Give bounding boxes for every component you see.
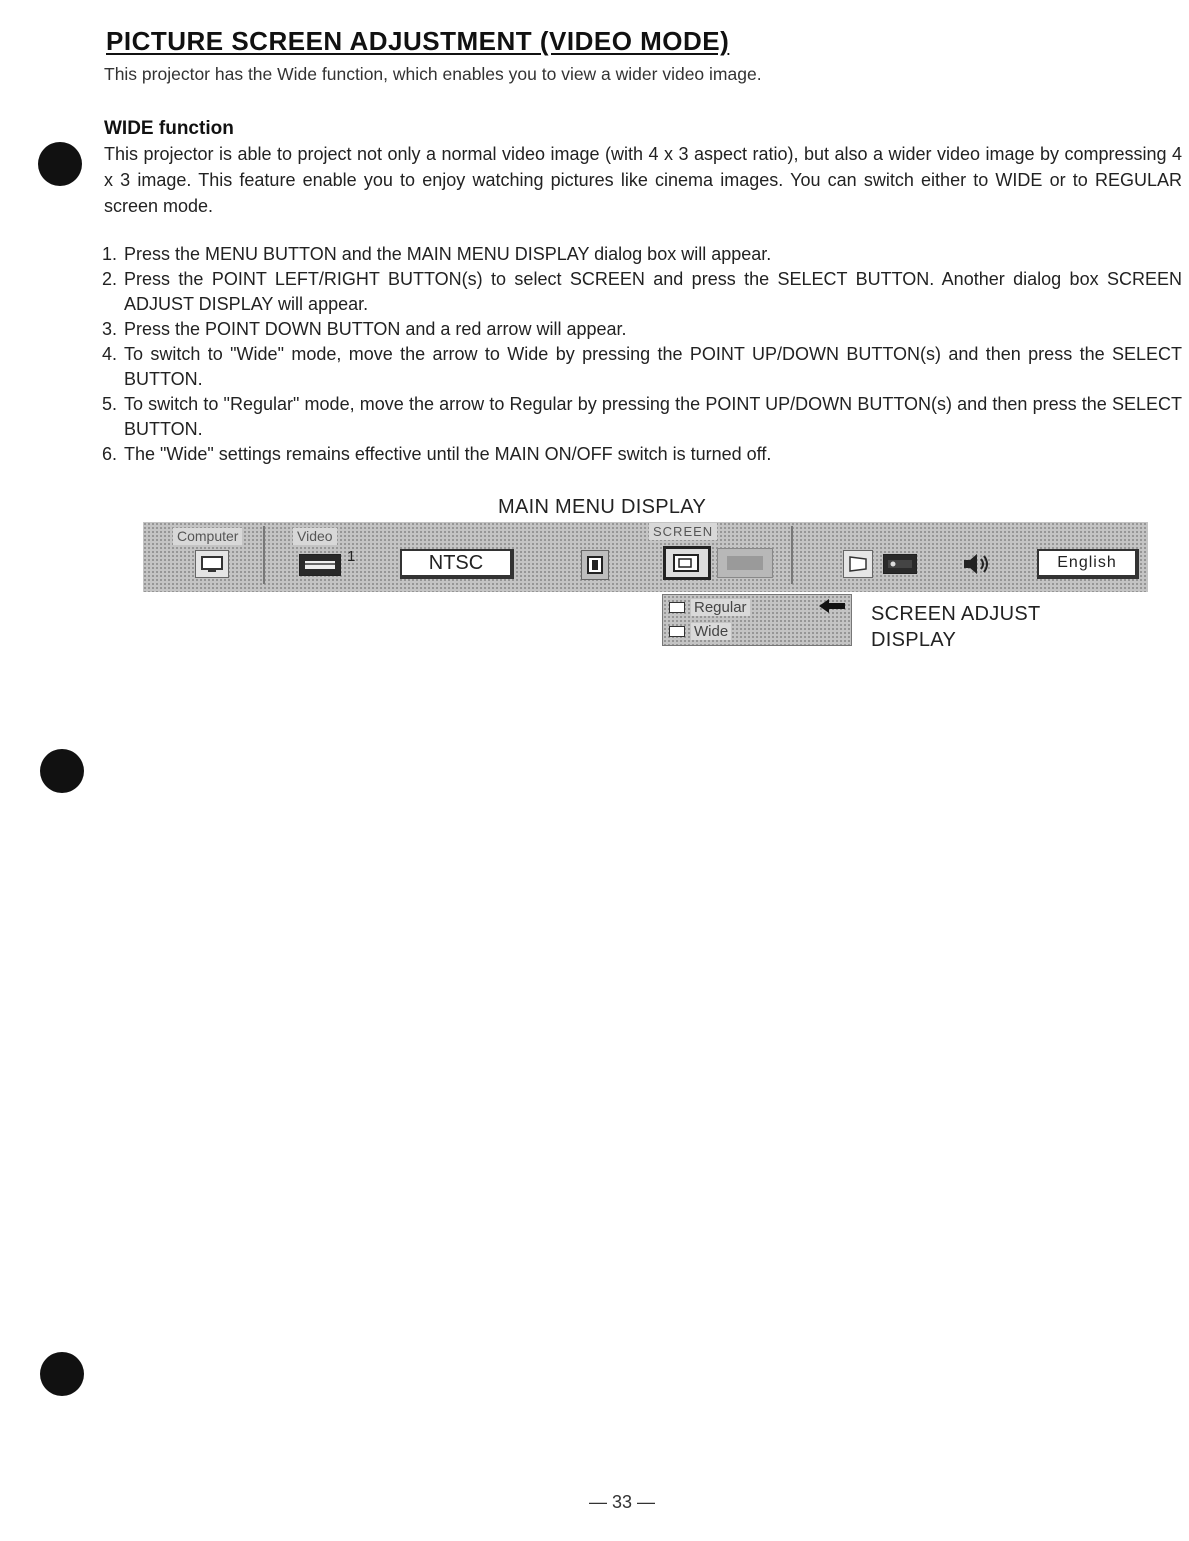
tab-computer[interactable]: Computer	[173, 528, 242, 545]
step-item	[102, 392, 1182, 442]
speaker-volume-icon[interactable]	[959, 550, 993, 578]
binder-hole-bottom	[40, 1352, 84, 1396]
intro-text: This projector has the Wide function, which enables you to view a wider video image.	[104, 64, 762, 84]
step-text: Press the POINT LEFT/RIGHT BUTTON(s) to select SCREEN and press the SELECT BUTTON. Another dialog box SCREEN ADJUST DISPLAY will appear.	[124, 269, 1182, 314]
computer-monitor-icon[interactable]	[195, 550, 229, 578]
screen-adjust-caption	[871, 601, 1041, 653]
page-title: PICTURE SCREEN ADJUSTMENT (VIDEO MODE)	[106, 26, 730, 56]
option-regular-label: Regular	[691, 599, 750, 616]
projector-icon[interactable]	[883, 554, 917, 574]
step-item	[102, 267, 1182, 317]
wide-function-body: This projector is able to project not only a normal video image (with 4 x 3 aspect ratio), but also a wider video image by compressing 4 x 3 image. This feature enable you to enjoy watching pictures like cinema images. You can switch either to WIDE or to REGULAR screen mode.	[104, 144, 1182, 216]
signal-system-field[interactable]: NTSC	[400, 549, 514, 579]
step-item	[102, 242, 1182, 267]
step-number: 5.	[102, 394, 118, 414]
option-regular[interactable]	[669, 597, 750, 617]
language-field[interactable]: English	[1037, 549, 1139, 579]
step-text: The "Wide" settings remains effective until the MAIN ON/OFF switch is turned off.	[124, 444, 772, 464]
instruction-steps	[102, 242, 1182, 467]
step-text: To switch to "Wide" mode, move the arrow to Wide by pressing the POINT UP/DOWN BUTTON(s) and then press the SELECT BUTTON.	[124, 344, 1182, 389]
option-wide-label: Wide	[691, 623, 731, 640]
menu-divider	[791, 526, 793, 584]
menu-divider	[263, 526, 265, 584]
option-wide[interactable]	[669, 621, 731, 641]
screen-adjust-icon[interactable]	[663, 546, 711, 580]
step-number: 4.	[102, 344, 118, 364]
screen-adjust-caption-line2: DISPLAY	[871, 629, 957, 651]
step-item	[102, 442, 1182, 467]
selection-arrow-icon	[819, 599, 845, 613]
regular-screen-icon	[669, 602, 685, 613]
wide-screen-icon	[669, 626, 685, 637]
step-item	[102, 317, 1182, 342]
main-menu-display	[143, 522, 1148, 592]
step-text: Press the POINT DOWN BUTTON and a red arrow will appear.	[124, 319, 627, 339]
tab-screen[interactable]: SCREEN	[649, 523, 717, 540]
step-text: Press the MENU BUTTON and the MAIN MENU DISPLAY dialog box will appear.	[124, 244, 772, 264]
main-menu-caption: MAIN MENU DISPLAY	[498, 496, 707, 518]
screen-adjust-caption-line1: SCREEN ADJUST	[871, 603, 1041, 625]
video-cassette-icon[interactable]	[299, 554, 341, 576]
image-level-icon[interactable]	[717, 548, 773, 578]
page-number: — 33 —	[589, 1492, 656, 1512]
step-number: 1.	[102, 244, 118, 264]
step-number: 2.	[102, 269, 118, 289]
input-number-label: 1	[347, 548, 356, 565]
picture-adjust-icon[interactable]	[581, 550, 609, 580]
step-number: 3.	[102, 319, 118, 339]
binder-hole-middle	[40, 749, 84, 793]
binder-hole-top	[38, 142, 82, 186]
wide-function-heading: WIDE function	[104, 118, 234, 139]
keystone-icon[interactable]	[843, 550, 873, 578]
step-text: To switch to "Regular" mode, move the arrow to Regular by pressing the POINT UP/DOWN BUTTON(s) and then press the SELECT BUTTON.	[124, 394, 1182, 439]
step-item	[102, 342, 1182, 392]
tab-video[interactable]: Video	[293, 528, 337, 545]
screen-adjust-display	[662, 594, 852, 646]
step-number: 6.	[102, 444, 118, 464]
